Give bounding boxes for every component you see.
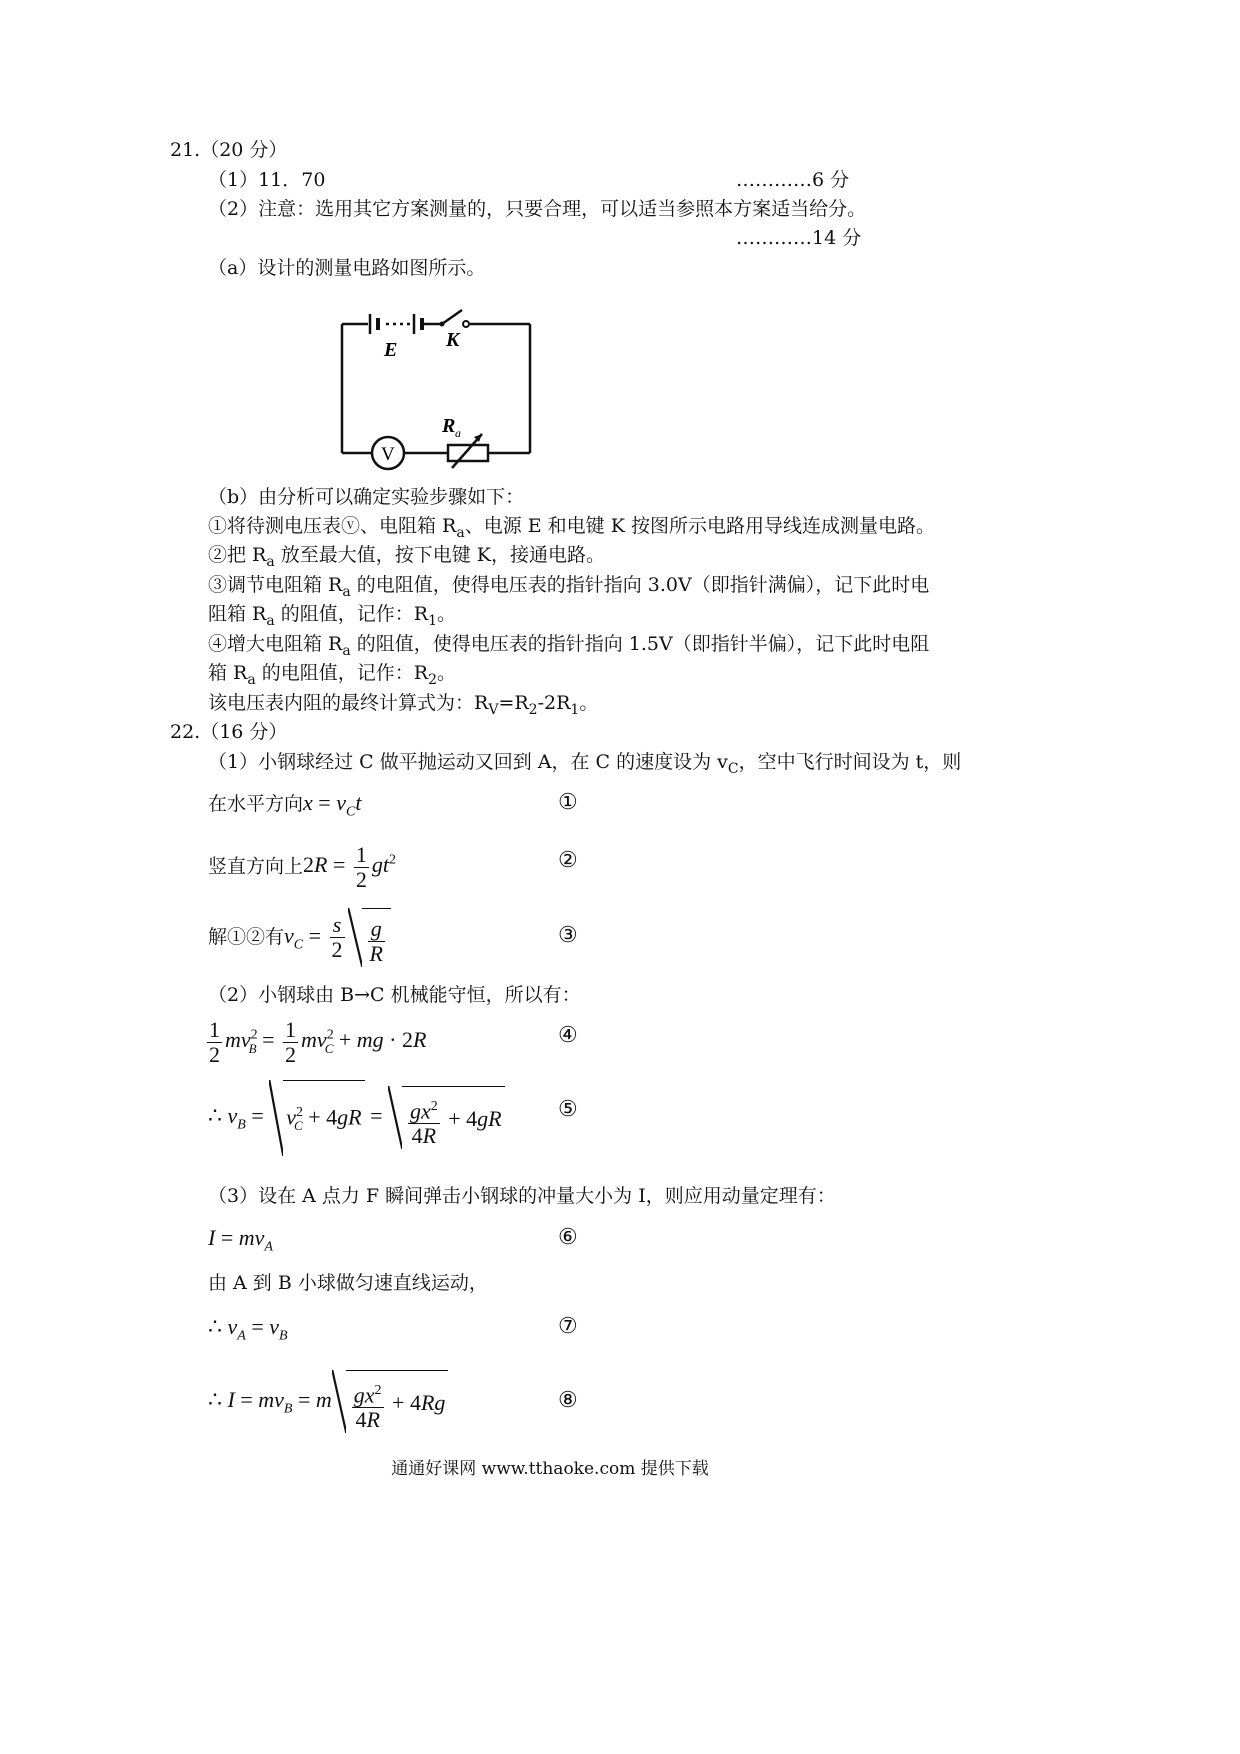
eq7: ∴ $v_A = v_B$ xyxy=(208,1314,288,1344)
q21-step1 xyxy=(208,513,935,546)
step3-text-c: 阻箱 R xyxy=(208,603,267,625)
q21-step3 xyxy=(208,572,929,605)
sub-1: 1 xyxy=(428,612,437,629)
eq2: 竖直方向上2R = $\frac{1}{2}$ $gt^2$ xyxy=(208,841,397,892)
label-R: R xyxy=(442,415,456,437)
label-V: V xyxy=(381,444,395,465)
sub-a: a xyxy=(266,553,275,570)
step4-text-c: 箱 R xyxy=(208,662,248,684)
q22-p1-sub: C xyxy=(727,760,739,777)
sub-a: a xyxy=(456,524,465,541)
step4-text: ④增大电阻箱 R xyxy=(208,633,343,655)
q21-part1: （1）11．70 xyxy=(208,169,326,191)
final-text: 该电压表内阻的最终计算式为：R xyxy=(208,692,489,714)
step3-text-d: 的阻值，记作：R xyxy=(274,603,429,625)
eq1-prefix: 在水平方向 xyxy=(208,793,304,815)
q22-part2: （2）小钢球由 B→C 机械能守恒，所以有： xyxy=(208,984,581,1006)
mark-1: ① xyxy=(558,790,578,815)
q21-final xyxy=(208,690,598,723)
step4-text-b: 的阻值，使得电压表的指针指向 1.5V（即指针半偏），记下此时电阻 xyxy=(350,633,930,655)
final-text-c: -2R xyxy=(537,692,571,714)
q21-step3-cont xyxy=(208,601,456,634)
footer: 通通好课网 www.tthaoke.com 提供下载 xyxy=(391,1459,709,1479)
q21-part2-score: …………14 分 xyxy=(736,227,862,249)
q21-step4-cont xyxy=(208,660,456,693)
eq8: ∴ $I = mv_B = m$ $\frac{gx^2}{4R}$ + 4Rg xyxy=(208,1370,448,1439)
q22-part1 xyxy=(208,749,961,782)
step3-text-e: 。 xyxy=(437,603,457,625)
step3-text-b: 的电阻值，使得电压表的指针指向 3.0V（即指针满偏），记下此时电 xyxy=(350,574,930,596)
label-K: K xyxy=(446,329,460,351)
eq1: 在水平方向$x = v_Ct$ xyxy=(208,790,362,820)
sub-2: 2 xyxy=(428,671,437,688)
step4-text-e: 。 xyxy=(437,662,457,684)
sub-a: a xyxy=(342,642,351,659)
q22-header: 22.（16 分） xyxy=(170,721,288,743)
eq3-prefix: 解①②有 xyxy=(208,926,285,948)
q21-part1-score: …………6 分 xyxy=(736,169,850,191)
step3-text: ③调节电阻箱 R xyxy=(208,574,343,596)
sub-a: a xyxy=(342,583,351,600)
q22-p1-text: （1）小钢球经过 C 做平抛运动又回到 A，在 C 的速度设为 v xyxy=(208,751,728,773)
sub-a: a xyxy=(247,671,256,688)
mark-5: ⑤ xyxy=(558,1097,578,1122)
mark-6: ⑥ xyxy=(558,1225,578,1250)
label-R-sub: a xyxy=(455,426,461,440)
step1-text: ①将待测电压表ⓥ、电阻箱 R xyxy=(208,515,457,537)
eq2-prefix: 竖直方向上 xyxy=(208,855,304,878)
mark-2: ② xyxy=(558,848,578,873)
q21-step2 xyxy=(208,542,605,575)
eq4: $\frac{1}{2}$ $mv^2_B$ = $\frac{1}{2}$ $mv^2_C$ + mg · 2R xyxy=(209,1016,427,1067)
eq5: ∴ $v_B = v^2_C + 4gR$ = $\frac{gx^2}{4R}$ + 4gR xyxy=(208,1080,505,1156)
sub-V: V xyxy=(488,701,499,718)
q21-part-b: （b）由分析可以确定实验步骤如下： xyxy=(208,486,525,508)
eq3: 解①②有$v_C$ = $\frac{s}{2}$ $\frac{g}{R}$ xyxy=(208,908,391,973)
mark-3: ③ xyxy=(558,923,578,948)
step2-text: ②把 R xyxy=(208,544,267,566)
sub-2: 2 xyxy=(528,701,538,718)
q21-part2: （2）注意：选用其它方案测量的，只要合理，可以适当参照本方案适当给分。 xyxy=(208,198,867,220)
sub-a: a xyxy=(266,612,275,629)
step1-text-b: 、电源 E 和电键 K 按图所示电路用导线连成测量电路。 xyxy=(464,515,935,537)
mark-8: ⑧ xyxy=(558,1388,578,1413)
q21-part-a: （a）设计的测量电路如图所示。 xyxy=(208,257,486,279)
final-text-d: 。 xyxy=(579,692,599,714)
final-text-b: =R xyxy=(498,692,529,714)
mark-4: ④ xyxy=(558,1023,578,1048)
eq6: $I = mv_A$ xyxy=(208,1225,273,1255)
step4-text-d: 的电阻值，记作：R xyxy=(255,662,429,684)
q22-part3: （3）设在 A 点力 F 瞬间弹击小钢球的冲量大小为 I，则应用动量定理有： xyxy=(208,1185,836,1207)
q21-header: 21.（20 分） xyxy=(170,139,288,161)
label-E: E xyxy=(384,339,398,361)
q21-step4 xyxy=(208,631,929,664)
q22-part4: 由 A 到 B 小球做匀速直线运动， xyxy=(208,1272,488,1294)
sub-1: 1 xyxy=(570,701,580,718)
mark-7: ⑦ xyxy=(558,1314,578,1339)
q22-p1-text-b: ，空中飞行时间设为 t，则 xyxy=(738,751,962,773)
circuit-diagram xyxy=(330,300,550,480)
step2-text-b: 放至最大值，按下电键 K，接通电路。 xyxy=(274,544,605,566)
